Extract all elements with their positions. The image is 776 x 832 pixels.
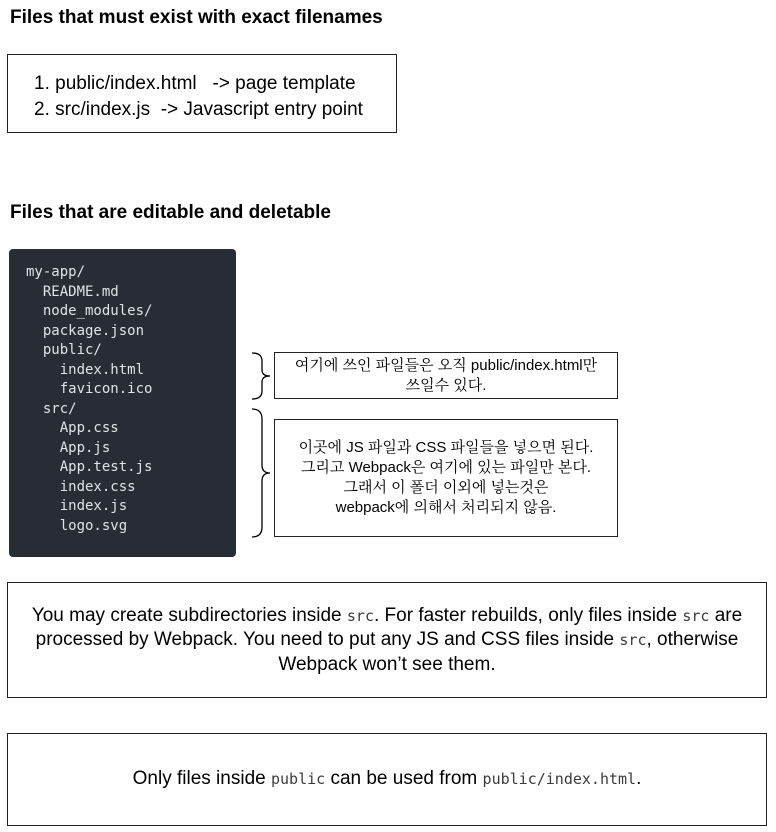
required-file-item: 2. src/index.js -> Javascript entry point bbox=[34, 99, 363, 120]
note-line: webpack에 의해서 처리되지 않음. bbox=[335, 499, 557, 516]
tree-file-logo-svg: logo.svg bbox=[26, 517, 128, 534]
required-file-item: 1. public/index.html -> page template bbox=[34, 73, 356, 94]
src-folder-note bbox=[274, 419, 618, 537]
src-info-text: You may create subdirectories inside src. For faster rebuilds, only files inside src are processed by Webpack. You need to put any JS and CSS files inside src, otherwise Webpack won’t see them. bbox=[31, 604, 743, 675]
note-line: 그래서 이 폴더 이외에 넣는것은 bbox=[343, 479, 549, 496]
tree-file-package-json: package.json bbox=[26, 322, 145, 339]
inline-code: src bbox=[619, 631, 647, 650]
public-info-text: Only files inside public can be used from public/index.html. bbox=[132, 768, 642, 790]
public-info-box bbox=[7, 733, 767, 826]
src-info-box bbox=[7, 582, 767, 698]
editable-files-heading: Files that are editable and deletable bbox=[10, 202, 331, 223]
tree-file-app-js: App.js bbox=[26, 439, 111, 456]
note-line: 여기에 쓰인 파일들은 오직 public/index.html만 bbox=[294, 356, 598, 374]
note-line: 쓰일수 있다. bbox=[405, 376, 487, 394]
tree-folder-src: src/ bbox=[26, 400, 77, 417]
tree-file-favicon: favicon.ico bbox=[26, 381, 153, 397]
brace-public-icon bbox=[246, 351, 274, 401]
tree-file-index-css: index.css bbox=[26, 478, 136, 495]
note-line: 이곳에 JS 파일과 CSS 파일들을 넣으면 된다. bbox=[298, 439, 594, 456]
inline-code: public/index.html bbox=[482, 770, 637, 789]
tree-file-app-test-js: App.test.js bbox=[26, 459, 153, 475]
tree-file-readme: README.md bbox=[26, 283, 119, 300]
inline-code: public bbox=[270, 770, 326, 789]
tree-folder-node-modules: node_modules/ bbox=[26, 303, 153, 319]
note-line: 그리고 Webpack은 여기에 있는 파일만 본다. bbox=[300, 459, 592, 476]
tree-folder-public: public/ bbox=[26, 342, 102, 358]
tree-folder-my-app: my-app/ bbox=[26, 264, 86, 280]
inline-code: src bbox=[682, 606, 710, 625]
inline-code: src bbox=[346, 606, 374, 625]
public-folder-note bbox=[274, 352, 618, 399]
required-files-heading: Files that must exist with exact filenames bbox=[10, 7, 383, 28]
required-files-box bbox=[7, 54, 397, 133]
brace-src-icon bbox=[246, 407, 274, 539]
file-tree bbox=[26, 263, 152, 536]
tree-file-index-html: index.html bbox=[26, 361, 145, 378]
tree-file-index-js: index.js bbox=[26, 498, 128, 514]
required-files-list bbox=[8, 71, 363, 123]
file-tree-code-block bbox=[9, 249, 236, 557]
tree-file-app-css: App.css bbox=[26, 420, 119, 436]
